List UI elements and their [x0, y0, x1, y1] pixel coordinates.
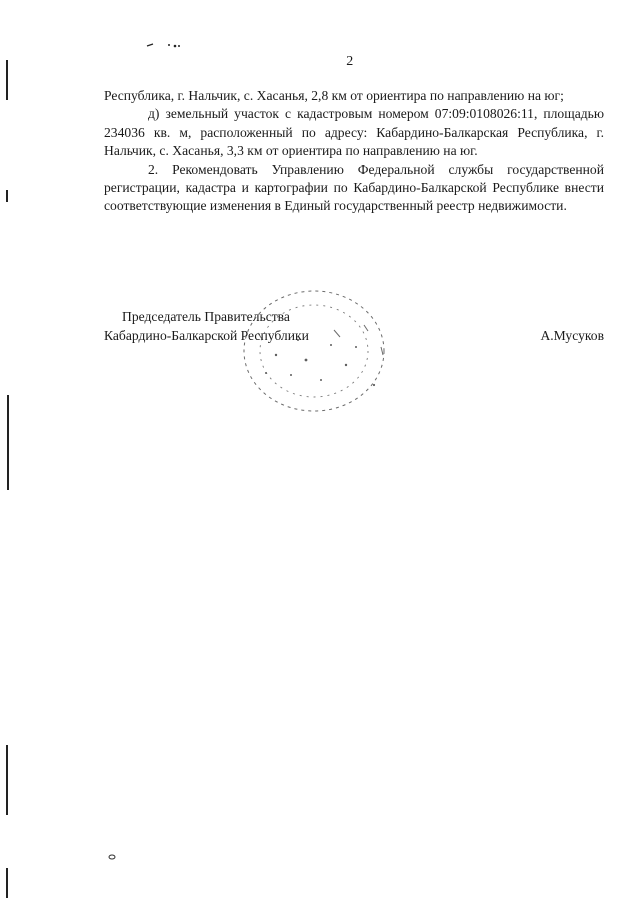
scan-specks-bottom — [108, 852, 116, 862]
scan-edge-mark — [7, 395, 9, 490]
scan-edge-mark — [6, 190, 8, 202]
scan-specks — [145, 40, 185, 52]
page-number: 2 — [346, 54, 354, 69]
signatory-title-line2: Кабардино-Балкарской Республики — [104, 328, 309, 343]
paragraph-continuation: Республика, г. Нальчик, с. Хасанья, 2,8 км от ориентира по направлению на юг; — [104, 88, 564, 103]
scan-edge-mark — [6, 868, 8, 898]
paragraph-item-2: 2. Рекомендовать Управлению Федеральной службы государственной регистрации, кадастра и картографии по Кабардино-Балкарской Республике внести соответствующие изменения в Единый государственный реестр недвижимости. — [104, 161, 604, 214]
signature-block — [104, 307, 604, 345]
speck-graphic — [145, 40, 185, 50]
speck-graphic — [108, 854, 116, 860]
seal-graphic — [236, 285, 396, 425]
document-body — [104, 87, 604, 216]
scan-edge-mark — [6, 745, 8, 815]
signatory-title-line1: Председатель Правительства — [122, 309, 290, 324]
signatory-name: А.Мусуков — [540, 328, 604, 343]
paragraph-item-d: д) земельный участок с кадастровым номером 07:09:0108026:11, площадью 234036 кв. м, расположенный по адресу: Кабардино-Балкарская Республика, г. Нальчик, с. Хасанья, 3,3 км от ориентира по направлению на юг. — [104, 106, 604, 159]
